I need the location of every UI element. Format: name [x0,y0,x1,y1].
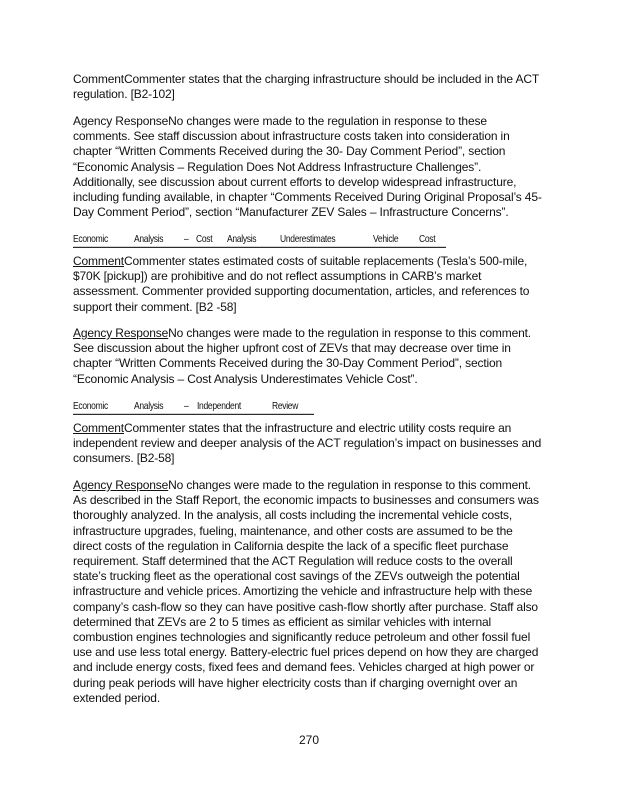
heading-word: – [184,233,189,245]
comment-paragraph-2 [73,254,543,315]
heading-word: Review [272,400,299,412]
agency-response-paragraph-2 [73,326,543,387]
response-text: No changes were made to the regulation in response to these comments. See staff discussion about infrastructure costs taken into consideration in chapter “Written Comments Received during the 30- Day Comment Period”, section “Economic Analysis – Regulation Does Not Address Infrastructure Challenges”. Additionally, see discussion about current efforts to develop widespread infrastructure, including funding available, in chapter “Comments Received During Original Proposal’s 45-Day Comment Period”, section “Manufacturer ZEV Sales – Infrastructure Concerns”. [73,114,542,220]
comment-text: Commenter states estimated costs of suitable replacements (Tesla’s 500-mile, $70K [pickup]) are prohibitive and do not reflect assumptions in CARB’s market assessment. Commenter provided supporting documentation, articles, and references to support their comment. [B2 -58] [73,254,530,314]
heading-word: Analysis [134,400,164,412]
response-label: Agency Response [73,114,169,128]
comment-label: Comment [73,421,124,435]
heading-word: Economic [73,400,108,412]
response-text: No changes were made to the regulation in response to this comment. See discussion about the higher upfront cost of ZEVs that may decrease over time in chapter “Written Comments Received during the 30-Day Comment Period”, section “Economic Analysis – Cost Analysis Underestimates Vehicle Cost”. [73,326,531,386]
heading-word: Analysis [134,233,164,245]
response-label: Agency Response [73,478,169,492]
heading-word: Independent [197,400,241,412]
agency-response-paragraph-1 [73,114,543,220]
heading-word: Cost [196,233,213,245]
section-heading-independent-review [73,400,314,415]
comment-text: Commenter states that the infrastructure and electric utility costs require an independent review and deeper analysis of the ACT regulation’s impact on businesses and consumers. [B2-58] [73,421,542,466]
heading-word: Cost [419,233,436,245]
comment-paragraph-3 [73,421,543,467]
agency-response-paragraph-3 [73,478,543,706]
comment-label: Comment [73,72,124,86]
heading-word: – [184,400,189,412]
response-label: Agency Response [73,326,169,340]
heading-word: Vehicle [373,233,399,245]
response-text: No changes were made to the regulation in response to this comment. As described in the Staff Report, the economic impacts to businesses and consumers was thoroughly analyzed. In the analysis, all costs including the incremental vehicle costs, infrastructure upgrades, fueling, maintenance, and other costs are assumed to be the direct costs of the regulation in California despite the lack of a specific fleet purchase requirement. Staff determined that the ACT Regulation will reduce costs to the overall state’s trucking fleet as the operational cost savings of the ZEVs outweigh the potential infrastructure and vehicle prices. Amortizing the vehicle and infrastructure help with these company’s cash-flow so they can have positive cash-flow shortly after purchase. Staff also determined that ZEVs are 2 to 5 times as efficient as similar vehicles with internal combustion engines technologies and significantly reduce petroleum and other fossil fuel use and use less total energy. Battery-electric fuel prices depend on how they are charged and include energy costs, fixed fees and demand fees. Vehicles charged at high power or during peak periods will have higher electricity costs than if charging overnight over an extended period. [73,478,539,705]
comment-label: Comment [73,254,124,268]
comment-paragraph-1 [73,72,543,102]
heading-word: Economic [73,233,108,245]
heading-word: Analysis [227,233,257,245]
comment-text: Commenter states that the charging infrastructure should be included in the ACT regulation. [B2-102] [73,72,539,102]
section-heading-cost-analysis [73,233,446,248]
heading-word: Underestimates [280,233,336,245]
page-number: 270 [298,733,320,747]
